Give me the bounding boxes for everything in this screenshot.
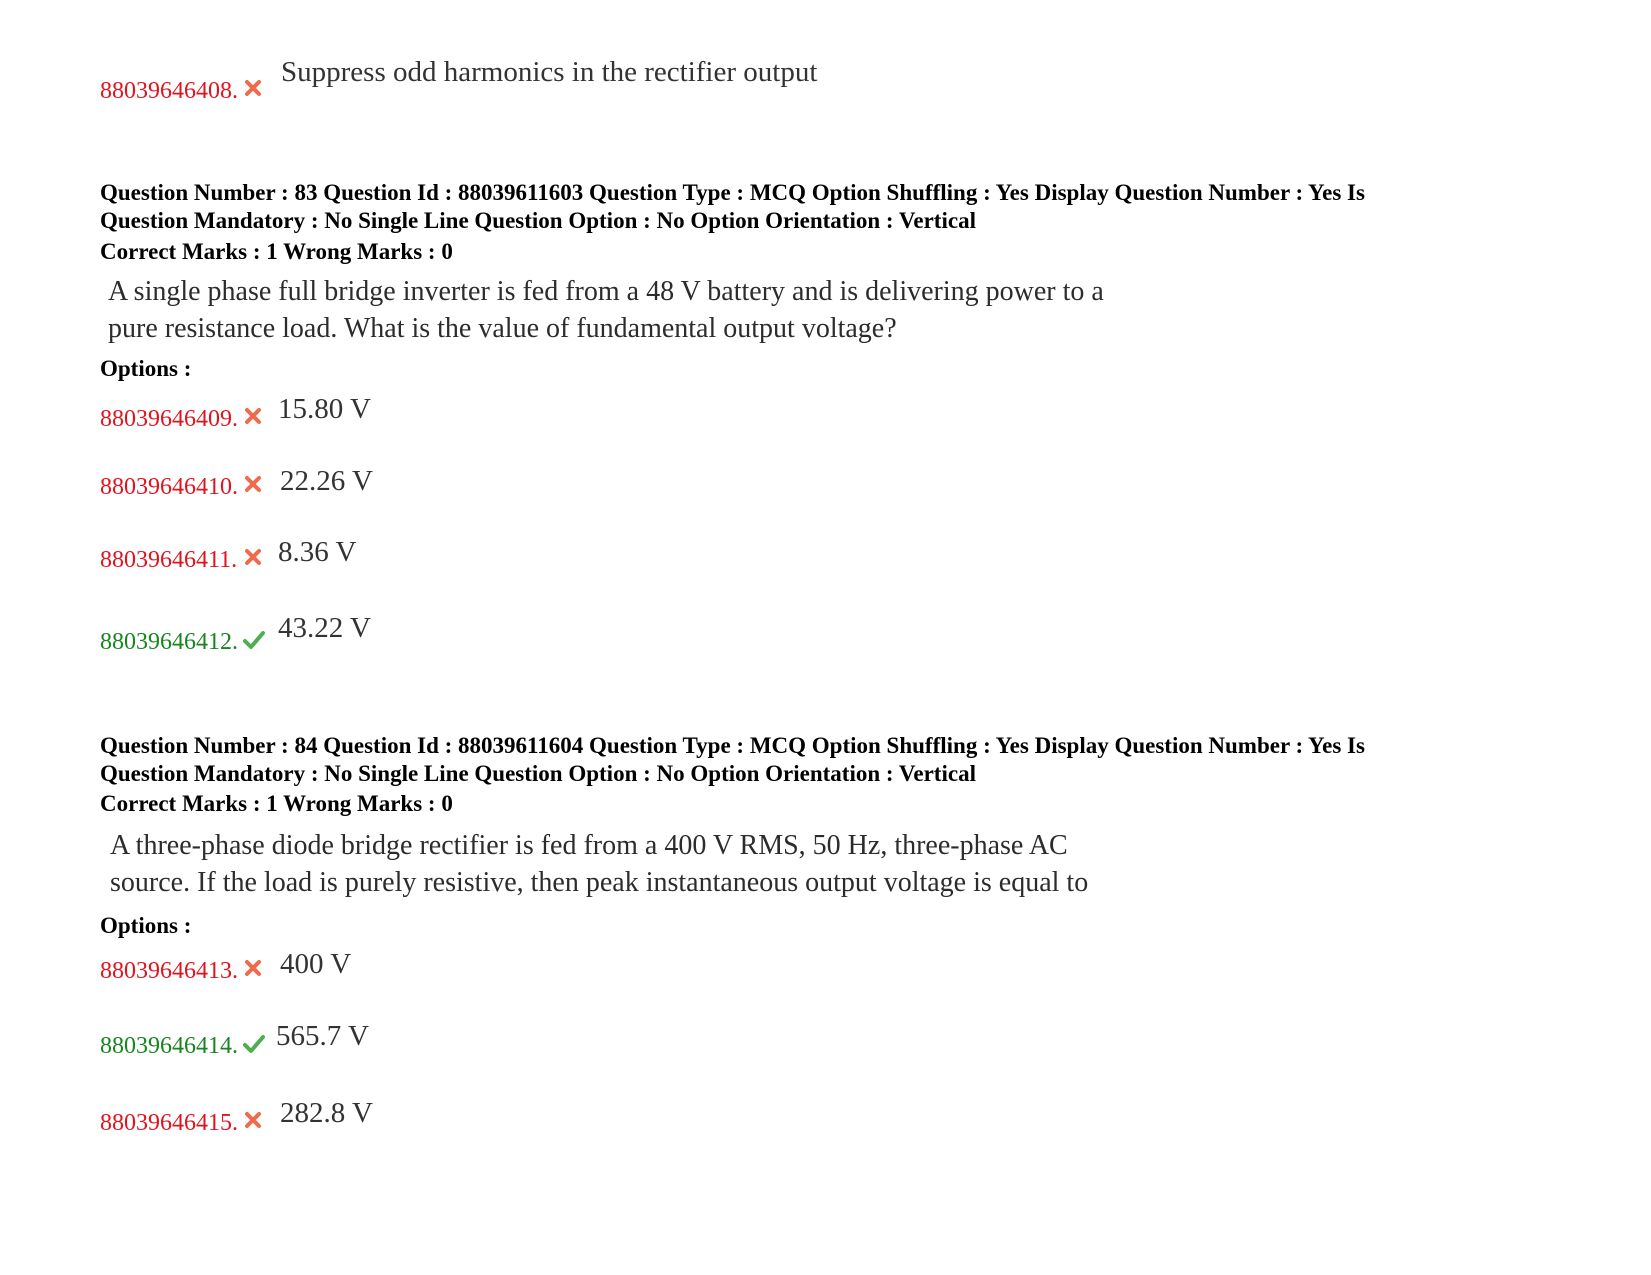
question-text [108, 273, 1208, 347]
option-text: 43.22 V [278, 612, 371, 644]
option-text: 22.26 V [280, 465, 373, 497]
option-text: 565.7 V [276, 1020, 369, 1052]
option-id: 88039646413. [100, 958, 238, 984]
cross-icon [244, 79, 262, 97]
option-text: Suppress odd harmonics in the rectifier output [281, 56, 818, 88]
option-text: 15.80 V [278, 393, 371, 425]
option-id: 88039646408. [100, 78, 238, 104]
cross-icon [244, 407, 262, 425]
option-text: 8.36 V [278, 536, 357, 568]
option-id: 88039646415. [100, 1110, 238, 1136]
options-label: Options : [100, 356, 192, 381]
question-marks: Correct Marks : 1 Wrong Marks : 0 [100, 239, 453, 264]
cross-icon [244, 475, 262, 493]
question-marks: Correct Marks : 1 Wrong Marks : 0 [100, 791, 453, 816]
check-icon [243, 630, 265, 650]
question-text-line: pure resistance load. What is the value of fundamental output voltage? [108, 313, 897, 344]
options-label: Options : [100, 913, 192, 938]
question-text-line: source. If the load is purely resistive, then peak instantaneous output voltage is equal to [110, 867, 1089, 898]
question-text-line: A three-phase diode bridge rectifier is fed from a 400 V RMS, 50 Hz, three-phase AC [110, 830, 1068, 861]
option-text: 282.8 V [280, 1097, 373, 1129]
cross-icon [244, 959, 262, 977]
option-id: 88039646409. [100, 406, 238, 432]
question-meta [100, 732, 1520, 788]
question-meta-line: Question Mandatory : No Single Line Question Option : No Option Orientation : Vertical [100, 761, 976, 786]
question-meta-line: Question Number : 83 Question Id : 88039611603 Question Type : MCQ Option Shuffling : Yes Display Question Number : Yes Is [100, 180, 1365, 205]
option-id: 88039646412. [100, 629, 238, 655]
cross-icon [244, 548, 262, 566]
option-id: 88039646411. [100, 547, 238, 573]
question-meta-line: Question Number : 84 Question Id : 88039611604 Question Type : MCQ Option Shuffling : Yes Display Question Number : Yes Is [100, 733, 1365, 758]
cross-icon [244, 1111, 262, 1129]
option-text: 400 V [280, 948, 352, 980]
question-text [110, 827, 1210, 901]
question-meta [100, 179, 1520, 235]
question-text-line: A single phase full bridge inverter is fed from a 48 V battery and is delivering power to a [108, 276, 1104, 307]
option-id: 88039646410. [100, 474, 238, 500]
option-id: 88039646414. [100, 1033, 238, 1059]
question-meta-line: Question Mandatory : No Single Line Question Option : No Option Orientation : Vertical [100, 208, 976, 233]
check-icon [243, 1034, 265, 1054]
